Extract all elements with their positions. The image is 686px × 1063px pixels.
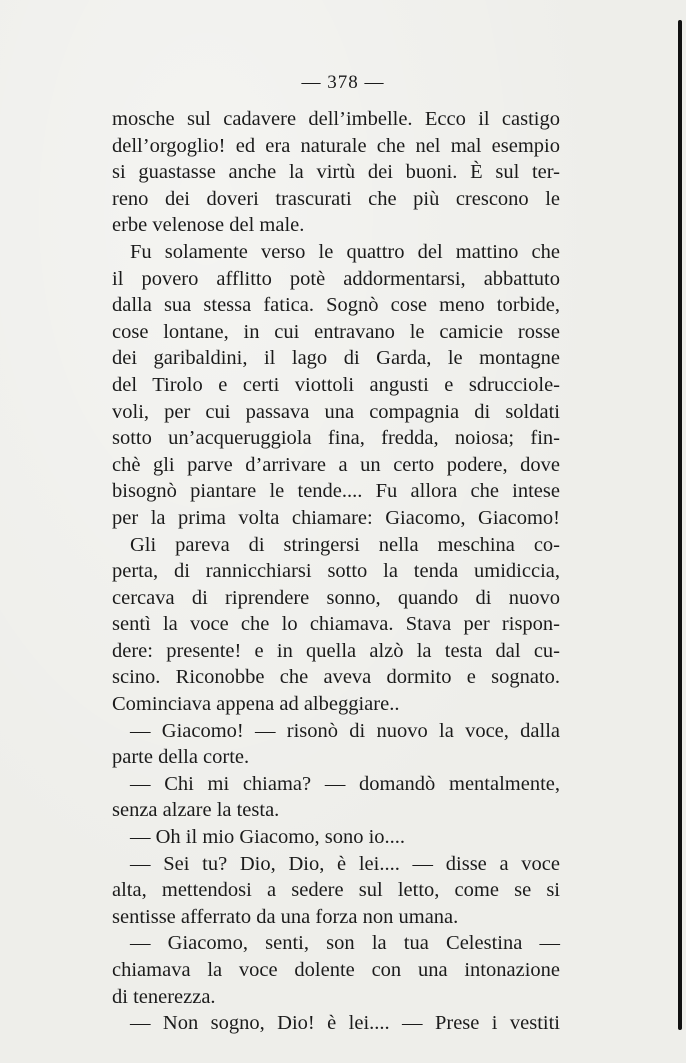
text-line: — Giacomo! — risonò di nuovo la voce, dalla — [130, 719, 560, 742]
text-line: alta, mettendosi a sedere sul letto, come se si — [112, 879, 560, 902]
text-line: perta, di rannicchiarsi sotto la tenda umidiccia, — [112, 560, 560, 583]
text-line: cose lontane, in cui entravano le camicie rosse — [112, 320, 560, 343]
text-line: dell’orgoglio! ed era naturale che nel mal esempio — [112, 134, 560, 157]
text-line: — Sei tu? Dio, Dio, è lei.... — disse a voce — [130, 852, 560, 875]
text-line: erbe velenose del male. — [112, 214, 305, 237]
text-line: dere: presente! e in quella alzò la testa dal cu- — [112, 639, 560, 662]
text-line: scino. Riconobbe che aveva dormito e sognato. — [112, 666, 560, 689]
text-line: parte della corte. — [112, 746, 250, 769]
text-line: — Non sogno, Dio! è lei.... — Prese i vestiti — [130, 1012, 560, 1035]
text-line: reno dei doveri trascurati che più crescono le — [112, 187, 560, 210]
page-edge-shadow — [678, 20, 682, 1030]
page-number: — 378 — — [301, 72, 385, 93]
text-line: dei garibaldini, il lago di Garda, le montagne — [112, 347, 560, 370]
text-line: cercava di riprendere sonno, quando di nuovo — [112, 586, 560, 609]
text-line: del Tirolo e certi viottoli angusti e sdrucciole- — [112, 373, 560, 396]
text-line: sentì la voce che lo chiamava. Stava per rispon- — [112, 613, 560, 636]
text-line: bisognò piantare le tende.... Fu allora che intese — [112, 480, 560, 503]
text-line: sotto un’acqueruggiola fina, fredda, noiosa; fin- — [112, 427, 560, 450]
text-line: — Chi mi chiama? — domandò mentalmente, — [130, 772, 560, 795]
text-line: per la prima volta chiamare: Giacomo, Giacomo! — [112, 506, 560, 529]
text-line: dalla sua stessa fatica. Sognò cose meno torbide, — [112, 294, 560, 317]
text-line: Gli pareva di stringersi nella meschina co- — [130, 533, 560, 556]
text-line: mosche sul cadavere dell’imbelle. Ecco il castigo — [112, 108, 560, 130]
text-line: Fu solamente verso le quattro del mattino che — [130, 240, 560, 263]
text-line: il povero afflitto potè addormentarsi, abbattuto — [112, 267, 560, 290]
text-line: — Giacomo, senti, son la tua Celestina — — [130, 932, 560, 955]
text-line: chè gli parve d’arrivare a un certo podere, dove — [112, 453, 560, 476]
text-line: si guastasse anche la virtù dei buoni. È sul ter- — [112, 161, 560, 184]
text-line: di tenerezza. — [112, 985, 216, 1008]
text-line: senza alzare la testa. — [112, 799, 280, 822]
body-text — [112, 106, 560, 1037]
text-line: voli, per cui passava una compagnia di soldati — [112, 400, 560, 423]
text-line: — Oh il mio Giacomo, sono io.... — [130, 826, 406, 849]
text-line: chiamava la voce dolente con una intonazione — [112, 959, 560, 981]
text-line: Cominciava appena ad albeggiare.. — [112, 693, 400, 716]
text-line: sentisse afferrato da una forza non umana. — [112, 905, 459, 928]
